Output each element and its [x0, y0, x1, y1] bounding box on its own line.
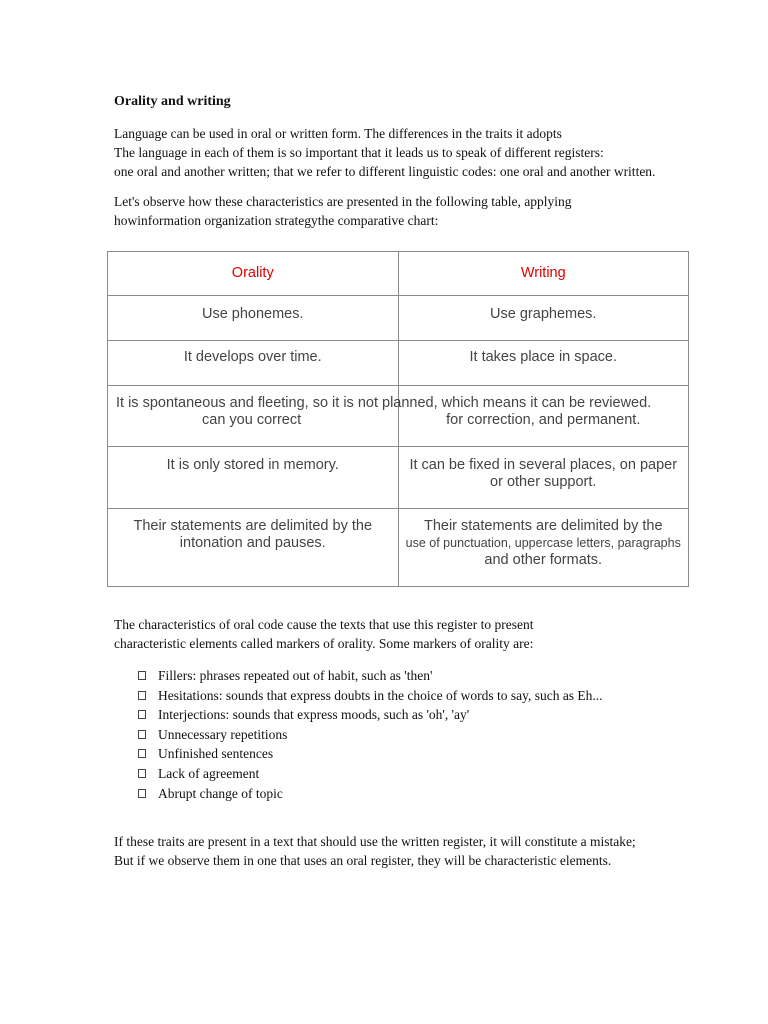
- checkbox-bullet-icon: [138, 769, 146, 778]
- intro-line: Language can be used in oral or written form. The differences in the traits it adopts: [114, 126, 562, 141]
- writing-cell: for correction, and permanent.: [446, 412, 641, 428]
- writing-cell: It takes place in space.: [469, 349, 617, 365]
- checkbox-bullet-icon: [138, 749, 146, 758]
- table-row: [108, 386, 689, 447]
- list-item: Hesitations: sounds that express doubts in the choice of words to say, such as Eh...: [136, 686, 618, 706]
- list-item: Unfinished sentences: [136, 744, 618, 764]
- table-header-row: [108, 252, 689, 296]
- characteristics-paragraph: [114, 615, 533, 653]
- intro-line: The language in each of them is so important that it leads us to speak of different registers:: [114, 145, 604, 160]
- header-orality: Orality: [108, 252, 399, 296]
- header-writing: Writing: [398, 252, 689, 296]
- list-item: Fillers: phrases repeated out of habit, such as 'then': [136, 666, 618, 686]
- writing-cell: Use graphemes.: [490, 306, 597, 322]
- intro-paragraph: [114, 124, 655, 181]
- checkbox-bullet-icon: [138, 671, 146, 680]
- checkbox-bullet-icon: [138, 691, 146, 700]
- orality-cell: Their statements are delimited by the intonation and pauses.: [133, 518, 373, 551]
- list-item: Abrupt change of topic: [136, 784, 618, 804]
- orality-cell: It is only stored in memory.: [166, 457, 339, 473]
- orality-cell: It develops over time.: [183, 349, 322, 365]
- table-row: [108, 509, 689, 587]
- list-item: Interjections: sounds that express moods, such as 'oh', 'ay': [136, 705, 618, 725]
- list-item: Lack of agreement: [136, 764, 618, 784]
- checkbox-bullet-icon: [138, 730, 146, 739]
- table-row: [108, 296, 689, 341]
- list-item: Unnecessary repetitions: [136, 725, 618, 745]
- conclusion-line: But if we observe them in one that uses an oral register, they will be characteristic elements.: [114, 853, 612, 868]
- orality-cell: [116, 395, 676, 429]
- writing-cell-line: and other formats.: [484, 552, 603, 568]
- writing-cell: It can be fixed in several places, on paper or other support.: [409, 457, 678, 490]
- characteristics-line: The characteristics of oral code cause the texts that use this register to present: [114, 617, 534, 632]
- checkbox-bullet-icon: [138, 710, 146, 719]
- writing-cell: [405, 509, 683, 569]
- table-row: [108, 447, 689, 509]
- page-title: Orality and writing: [114, 94, 231, 109]
- observe-line: howinformation organization strategythe comparative chart:: [114, 213, 439, 228]
- table-row: [108, 341, 689, 386]
- orality-cell-line: It is spontaneous and fleeting, so it is not planned, which means it can be reviewed.: [116, 395, 652, 411]
- observe-line: Let's observe how these characteristics are presented in the following table, applying: [114, 194, 572, 209]
- observe-paragraph: [114, 192, 572, 230]
- orality-markers-list: [136, 666, 618, 803]
- checkbox-bullet-icon: [138, 789, 146, 798]
- characteristics-line: characteristic elements called markers of orality. Some markers of orality are:: [114, 636, 534, 651]
- orality-cell: Use phonemes.: [201, 306, 304, 322]
- writing-cell-line: Their statements are delimited by the: [423, 518, 663, 534]
- conclusion-line: If these traits are present in a text that should use the written register, it will constitute a mistake;: [114, 834, 636, 849]
- writing-cell-line: use of punctuation, uppercase letters, paragraphs: [405, 536, 681, 550]
- conclusion-paragraph: [114, 832, 636, 870]
- orality-cell-line: can you correct: [202, 412, 302, 428]
- comparison-table: [107, 251, 689, 587]
- intro-line: one oral and another written; that we refer to different linguistic codes: one oral and another written.: [114, 164, 656, 179]
